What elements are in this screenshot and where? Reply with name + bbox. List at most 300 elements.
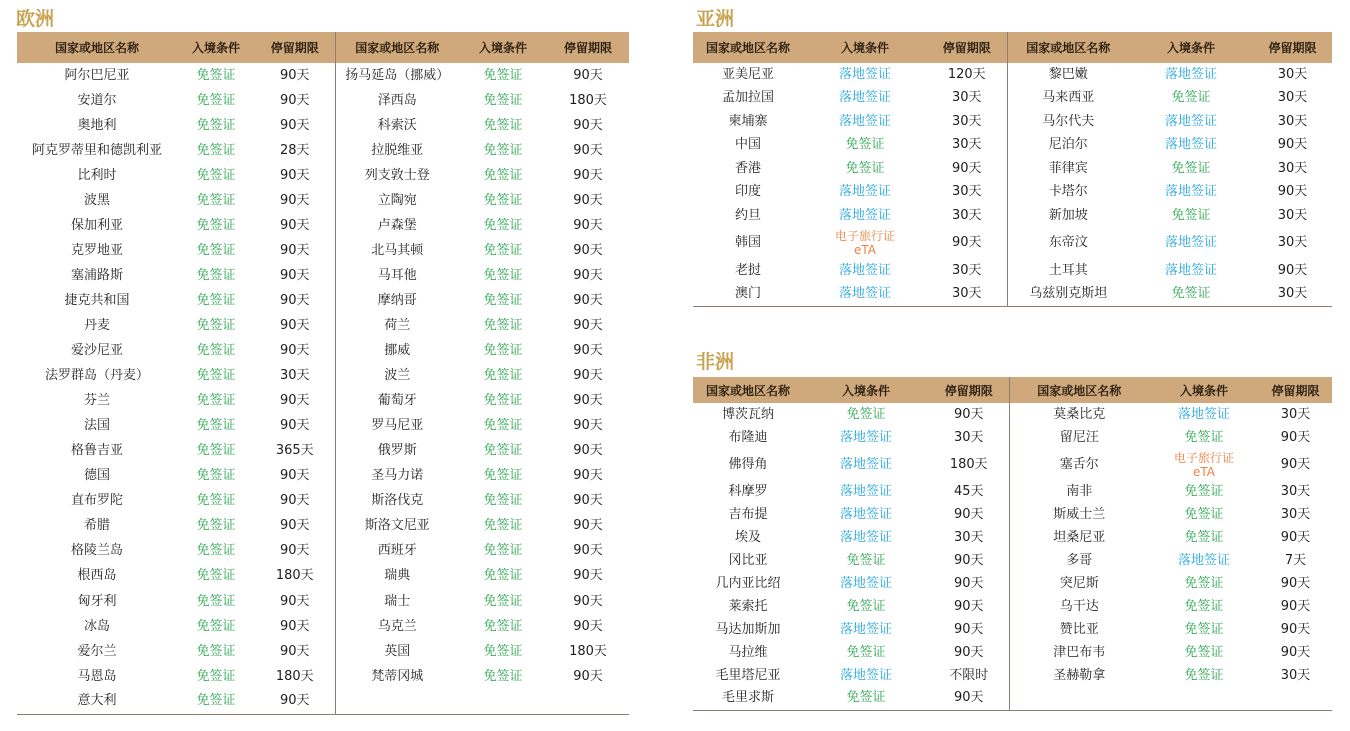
country-name: 比利时	[77, 167, 117, 183]
stay-duration: 30天	[1277, 160, 1308, 176]
empty-cell	[547, 689, 629, 714]
stay-duration: 30天	[927, 259, 1007, 283]
stay-duration: 30天	[1277, 235, 1308, 251]
entry-condition: 落地签证	[838, 184, 891, 200]
country-name: 尼泊尔	[1048, 137, 1088, 153]
stay-duration: 90天	[255, 313, 335, 338]
stay-duration: 90天	[929, 549, 1009, 572]
column-header-name: 国家或地区名称	[1007, 32, 1129, 63]
table-row	[17, 514, 629, 539]
column-header-name: 国家或地区名称	[1009, 377, 1149, 403]
stay-duration: 30天	[927, 204, 1007, 228]
country-name: 冰岛	[83, 618, 110, 634]
column-header-stay: 停留期限	[929, 377, 1009, 403]
country-name: 马达加斯加	[715, 621, 781, 637]
stay-duration: 30天	[927, 134, 1007, 158]
entry-condition: 免签证	[483, 317, 523, 333]
stay-duration: 30天	[1280, 406, 1311, 422]
stay-duration: 30天	[927, 87, 1007, 111]
stay-duration: 180天	[255, 564, 335, 589]
table-row	[693, 181, 1332, 205]
stay-duration: 30天	[1277, 90, 1308, 106]
stay-duration: 90天	[255, 263, 335, 288]
table-row	[17, 163, 629, 188]
country-name: 安道尔	[77, 92, 117, 108]
country-name: 斯威士兰	[1053, 506, 1106, 522]
table-row	[693, 283, 1332, 307]
country-name: 立陶宛	[377, 192, 417, 208]
country-name: 土耳其	[1048, 262, 1088, 278]
entry-condition: 免签证	[483, 443, 523, 459]
stay-duration: 90天	[255, 88, 335, 113]
entry-condition: 免签证	[196, 393, 236, 409]
entry-condition: 免签证	[196, 292, 236, 308]
country-name: 列支敦士登	[364, 167, 430, 183]
table-row	[693, 87, 1332, 111]
country-name: 荷兰	[384, 317, 411, 333]
country-name: 波黑	[83, 192, 110, 208]
entry-condition: 落地签证	[839, 621, 892, 637]
table-row	[693, 595, 1332, 618]
country-name: 柬埔寨	[728, 113, 768, 129]
entry-condition: 免签证	[483, 92, 523, 108]
country-name: 丹麦	[83, 317, 110, 333]
column-header-stay: 停留期限	[255, 32, 335, 63]
country-name: 马尔代夫	[1042, 113, 1095, 129]
europe-title: 欧洲	[16, 8, 55, 30]
entry-condition: 免签证	[196, 192, 236, 208]
stay-duration: 90天	[255, 339, 335, 364]
entry-condition: 免签证	[483, 142, 523, 158]
empty-cell	[1259, 687, 1332, 710]
entry-condition: 免签证	[196, 668, 236, 684]
entry-condition: 免签证	[196, 242, 236, 258]
country-name: 突尼斯	[1059, 575, 1099, 591]
country-name: 新加坡	[1048, 207, 1088, 223]
stay-duration: 90天	[255, 414, 335, 439]
country-name: 格陵兰岛	[70, 543, 123, 559]
stay-duration: 90天	[573, 267, 603, 283]
entry-condition: 免签证	[483, 618, 523, 634]
country-name: 俄罗斯	[377, 443, 417, 459]
stay-duration: 90天	[1277, 262, 1308, 278]
entry-condition: 免签证	[196, 543, 236, 559]
table-row	[17, 113, 629, 138]
country-name: 莱索托	[728, 598, 768, 614]
stay-duration: 90天	[1280, 621, 1311, 637]
table-row	[17, 339, 629, 364]
table-row	[17, 489, 629, 514]
country-name: 几内亚比绍	[715, 575, 781, 591]
table-row	[17, 313, 629, 338]
country-name: 约旦	[734, 207, 761, 223]
stay-duration: 90天	[255, 389, 335, 414]
table-row	[17, 414, 629, 439]
stay-duration: 90天	[1280, 429, 1311, 445]
stay-duration: 180天	[929, 449, 1009, 480]
stay-duration: 90天	[255, 288, 335, 313]
table-row	[17, 539, 629, 564]
entry-condition: 免签证	[1184, 483, 1224, 499]
country-name: 根西岛	[77, 568, 117, 584]
country-name: 毛里塔尼亚	[715, 667, 781, 683]
entry-condition: 免签证	[483, 643, 523, 659]
entry-condition: 免签证	[196, 643, 236, 659]
stay-duration: 90天	[255, 589, 335, 614]
entry-condition: 免签证	[1184, 667, 1224, 683]
stay-duration: 90天	[573, 217, 603, 233]
country-name: 卢森堡	[377, 217, 417, 233]
country-name: 乌兹别克斯坦	[1029, 286, 1108, 302]
stay-duration: 90天	[255, 514, 335, 539]
country-name: 爱尔兰	[77, 643, 117, 659]
table-row	[17, 238, 629, 263]
table-row	[693, 426, 1332, 449]
country-name: 毛里求斯	[721, 690, 774, 706]
column-header-entry: 入境条件	[1129, 32, 1253, 63]
entry-condition: 免签证	[483, 167, 523, 183]
entry-condition: 落地签证	[1164, 137, 1217, 153]
country-name: 斯洛伐克	[371, 493, 424, 509]
country-name: 葡萄牙	[377, 393, 417, 409]
table-row	[17, 364, 629, 389]
country-name: 梵蒂冈城	[371, 668, 424, 684]
stay-duration: 90天	[1280, 529, 1311, 545]
table-row	[17, 689, 629, 714]
entry-condition: 免签证	[483, 468, 523, 484]
entry-condition: 免签证	[1184, 644, 1224, 660]
stay-duration: 90天	[1280, 644, 1311, 660]
country-name: 科摩罗	[728, 483, 768, 499]
entry-condition: 落地签证	[839, 483, 892, 499]
stay-duration: 30天	[929, 426, 1009, 449]
column-header-entry: 入境条件	[803, 32, 927, 63]
table-row	[693, 403, 1332, 426]
country-name: 冈比亚	[728, 552, 768, 568]
entry-condition-line: 电子旅行证	[1173, 450, 1234, 465]
entry-condition: 免签证	[483, 67, 523, 83]
entry-condition: 落地签证	[1164, 66, 1217, 82]
stay-duration: 30天	[927, 283, 1007, 307]
table-row	[17, 664, 629, 689]
table-row	[693, 503, 1332, 526]
table-row	[17, 188, 629, 213]
table-row	[17, 213, 629, 238]
stay-duration: 90天	[1277, 137, 1308, 153]
table-row	[17, 263, 629, 288]
country-name: 马恩岛	[77, 668, 117, 684]
country-name: 斯洛文尼亚	[364, 518, 430, 534]
entry-condition: 免签证	[483, 267, 523, 283]
table-row	[693, 664, 1332, 687]
africa-title: 非洲	[696, 351, 735, 373]
country-name: 塞舌尔	[1059, 456, 1099, 472]
stay-duration: 90天	[929, 572, 1009, 595]
stay-duration: 90天	[927, 157, 1007, 181]
table-row	[693, 572, 1332, 595]
country-name: 塞浦路斯	[70, 267, 123, 283]
country-name: 奥地利	[77, 117, 117, 133]
entry-condition: 免签证	[196, 117, 236, 133]
country-name: 法国	[83, 418, 110, 434]
table-row	[693, 526, 1332, 549]
column-header-stay: 停留期限	[547, 32, 629, 63]
column-header-name: 国家或地区名称	[693, 32, 803, 63]
entry-condition: 免签证	[845, 160, 885, 176]
table-row	[693, 63, 1332, 87]
entry-condition: 免签证	[196, 368, 236, 384]
entry-condition: 免签证	[1184, 598, 1224, 614]
stay-duration: 90天	[255, 163, 335, 188]
entry-condition: 落地签证	[1177, 552, 1230, 568]
entry-condition: 免签证	[483, 418, 523, 434]
column-header-entry: 入境条件	[177, 32, 255, 63]
column-header-entry: 入境条件	[1149, 377, 1259, 403]
table-row	[693, 110, 1332, 134]
stay-duration: 90天	[927, 228, 1007, 260]
stay-duration: 30天	[929, 526, 1009, 549]
table-row	[693, 157, 1332, 181]
empty-cell	[335, 689, 459, 714]
stay-duration: 90天	[573, 593, 603, 609]
country-name: 坦桑尼亚	[1053, 529, 1106, 545]
country-name: 乌干达	[1059, 598, 1099, 614]
country-name: 东帝汶	[1048, 235, 1088, 251]
country-name: 多哥	[1066, 552, 1093, 568]
stay-duration: 90天	[573, 668, 603, 684]
entry-condition: 免签证	[1184, 621, 1224, 637]
country-name: 乌克兰	[377, 618, 417, 634]
column-header-name: 国家或地区名称	[693, 377, 803, 403]
country-name: 赞比亚	[1059, 621, 1099, 637]
country-name: 卡塔尔	[1048, 184, 1088, 200]
empty-cell	[459, 689, 547, 714]
entry-condition: 落地签证	[838, 286, 891, 302]
stay-duration: 90天	[929, 595, 1009, 618]
stay-duration: 90天	[573, 192, 603, 208]
country-name: 西班牙	[377, 543, 417, 559]
table-row	[693, 134, 1332, 158]
entry-condition: 免签证	[846, 690, 886, 706]
stay-duration: 90天	[573, 292, 603, 308]
table-header-row	[693, 32, 1332, 63]
entry-condition: 免签证	[196, 468, 236, 484]
country-name: 匈牙利	[77, 593, 117, 609]
table-row	[17, 138, 629, 163]
country-name: 格鲁吉亚	[70, 443, 123, 459]
stay-duration: 90天	[573, 117, 603, 133]
entry-condition: 免签证	[196, 443, 236, 459]
country-name: 扬马延岛（挪威）	[345, 67, 450, 83]
entry-condition-line: eTA	[854, 243, 876, 258]
stay-duration: 90天	[573, 167, 603, 183]
entry-condition: 免签证	[1184, 529, 1224, 545]
entry-condition: 免签证	[483, 292, 523, 308]
stay-duration: 365天	[255, 439, 335, 464]
entry-condition: 免签证	[483, 242, 523, 258]
column-header-stay: 停留期限	[1259, 377, 1332, 403]
entry-condition: 免签证	[483, 343, 523, 359]
entry-condition: 免签证	[196, 217, 236, 233]
stay-duration: 90天	[573, 317, 603, 333]
stay-duration: 30天	[255, 364, 335, 389]
table-header-row	[17, 32, 629, 63]
asia-title: 亚洲	[696, 8, 735, 30]
stay-duration: 90天	[573, 568, 603, 584]
stay-duration: 90天	[929, 618, 1009, 641]
country-name: 意大利	[77, 693, 117, 709]
country-name: 捷克共和国	[64, 292, 130, 308]
table-row	[17, 389, 629, 414]
stay-duration: 90天	[573, 67, 603, 83]
stay-duration: 90天	[255, 489, 335, 514]
stay-duration: 30天	[927, 181, 1007, 205]
country-name: 老挝	[734, 262, 761, 278]
entry-condition: 免签证	[483, 217, 523, 233]
table-row	[693, 449, 1332, 480]
entry-condition: 免签证	[1184, 575, 1224, 591]
stay-duration: 90天	[573, 443, 603, 459]
stay-duration: 90天	[255, 614, 335, 639]
stay-duration: 30天	[1277, 66, 1308, 82]
country-name: 克罗地亚	[70, 242, 123, 258]
entry-condition: 落地签证	[838, 66, 891, 82]
country-name: 瑞典	[384, 568, 411, 584]
stay-duration: 90天	[255, 464, 335, 489]
table-row	[17, 288, 629, 313]
entry-condition: 落地签证	[838, 262, 891, 278]
table-row	[693, 549, 1332, 572]
entry-condition: 落地签证	[839, 667, 892, 683]
entry-condition: 免签证	[483, 493, 523, 509]
stay-duration: 90天	[255, 63, 335, 88]
country-name: 阿克罗蒂里和德凯利亚	[31, 142, 162, 158]
entry-condition: 免签证	[483, 518, 523, 534]
country-name: 澳门	[734, 286, 761, 302]
entry-condition: 免签证	[196, 593, 236, 609]
table-row	[693, 204, 1332, 228]
entry-condition: 落地签证	[1164, 184, 1217, 200]
entry-condition-line: 电子旅行证	[834, 229, 895, 244]
country-name: 马来西亚	[1042, 90, 1095, 106]
stay-duration: 30天	[927, 110, 1007, 134]
country-name: 吉布提	[728, 506, 768, 522]
country-name: 马耳他	[377, 267, 417, 283]
entry-condition: 免签证	[483, 543, 523, 559]
entry-condition	[803, 228, 927, 260]
entry-condition: 免签证	[196, 343, 236, 359]
stay-duration: 180天	[569, 92, 607, 108]
stay-duration: 90天	[573, 493, 603, 509]
stay-duration: 7天	[1284, 552, 1307, 568]
entry-condition: 免签证	[1171, 90, 1211, 106]
entry-condition: 免签证	[845, 137, 885, 153]
stay-duration: 120天	[927, 63, 1007, 87]
entry-condition: 免签证	[1171, 207, 1211, 223]
stay-duration: 90天	[929, 503, 1009, 526]
country-name: 留尼汪	[1059, 429, 1099, 445]
stay-duration: 30天	[1280, 667, 1311, 683]
country-name: 孟加拉国	[721, 90, 774, 106]
stay-duration: 90天	[573, 343, 603, 359]
country-name: 佛得角	[728, 456, 768, 472]
entry-condition: 免签证	[196, 142, 236, 158]
entry-condition: 免签证	[196, 167, 236, 183]
entry-condition: 免签证	[196, 518, 236, 534]
country-name: 莫桑比克	[1053, 406, 1106, 422]
entry-condition: 落地签证	[838, 113, 891, 129]
table-row	[693, 618, 1332, 641]
asia-table	[693, 32, 1332, 307]
country-name: 科索沃	[377, 117, 417, 133]
entry-condition: 免签证	[196, 493, 236, 509]
country-name: 马拉维	[728, 644, 768, 660]
country-name: 韩国	[734, 235, 761, 251]
table-row	[17, 464, 629, 489]
entry-condition: 落地签证	[1164, 113, 1217, 129]
stay-duration: 90天	[255, 188, 335, 213]
stay-duration: 90天	[255, 639, 335, 664]
entry-condition: 落地签证	[838, 207, 891, 223]
column-header-entry: 入境条件	[803, 377, 929, 403]
country-name: 德国	[83, 468, 110, 484]
europe-table	[17, 32, 629, 715]
table-row	[17, 614, 629, 639]
stay-duration: 90天	[573, 543, 603, 559]
stay-duration: 90天	[929, 641, 1009, 664]
entry-condition: 落地签证	[1164, 262, 1217, 278]
country-name: 埃及	[734, 529, 761, 545]
africa-table	[693, 377, 1332, 711]
entry-condition: 免签证	[1184, 506, 1224, 522]
country-name: 菲律宾	[1048, 160, 1088, 176]
stay-duration: 90天	[573, 468, 603, 484]
table-row	[17, 639, 629, 664]
stay-duration: 30天	[1277, 286, 1308, 302]
table-row	[693, 480, 1332, 503]
country-name: 泽西岛	[377, 92, 417, 108]
country-name: 阿尔巴尼亚	[64, 67, 130, 83]
entry-condition: 落地签证	[1177, 406, 1230, 422]
entry-condition: 落地签证	[839, 575, 892, 591]
stay-duration: 30天	[1280, 506, 1311, 522]
table-row	[17, 88, 629, 113]
stay-duration: 180天	[569, 643, 607, 659]
entry-condition: 免签证	[1171, 286, 1211, 302]
empty-cell	[1009, 687, 1149, 710]
country-name: 瑞士	[384, 593, 411, 609]
entry-condition-line: eTA	[1193, 464, 1215, 479]
entry-condition	[1149, 449, 1259, 480]
entry-condition: 免签证	[196, 418, 236, 434]
table-row	[17, 564, 629, 589]
entry-condition: 免签证	[196, 693, 236, 709]
country-name: 摩纳哥	[377, 292, 417, 308]
country-name: 罗马尼亚	[371, 418, 424, 434]
country-name: 黎巴嫩	[1048, 66, 1088, 82]
entry-condition: 免签证	[846, 406, 886, 422]
empty-cell	[1149, 687, 1259, 710]
stay-duration: 90天	[573, 242, 603, 258]
table-row	[693, 259, 1332, 283]
country-name: 直布罗陀	[70, 493, 123, 509]
country-name: 博茨瓦纳	[721, 406, 774, 422]
stay-duration: 45天	[929, 480, 1009, 503]
entry-condition: 落地签证	[839, 529, 892, 545]
entry-condition: 免签证	[483, 117, 523, 133]
country-name: 波兰	[384, 368, 411, 384]
country-name: 英国	[384, 643, 411, 659]
